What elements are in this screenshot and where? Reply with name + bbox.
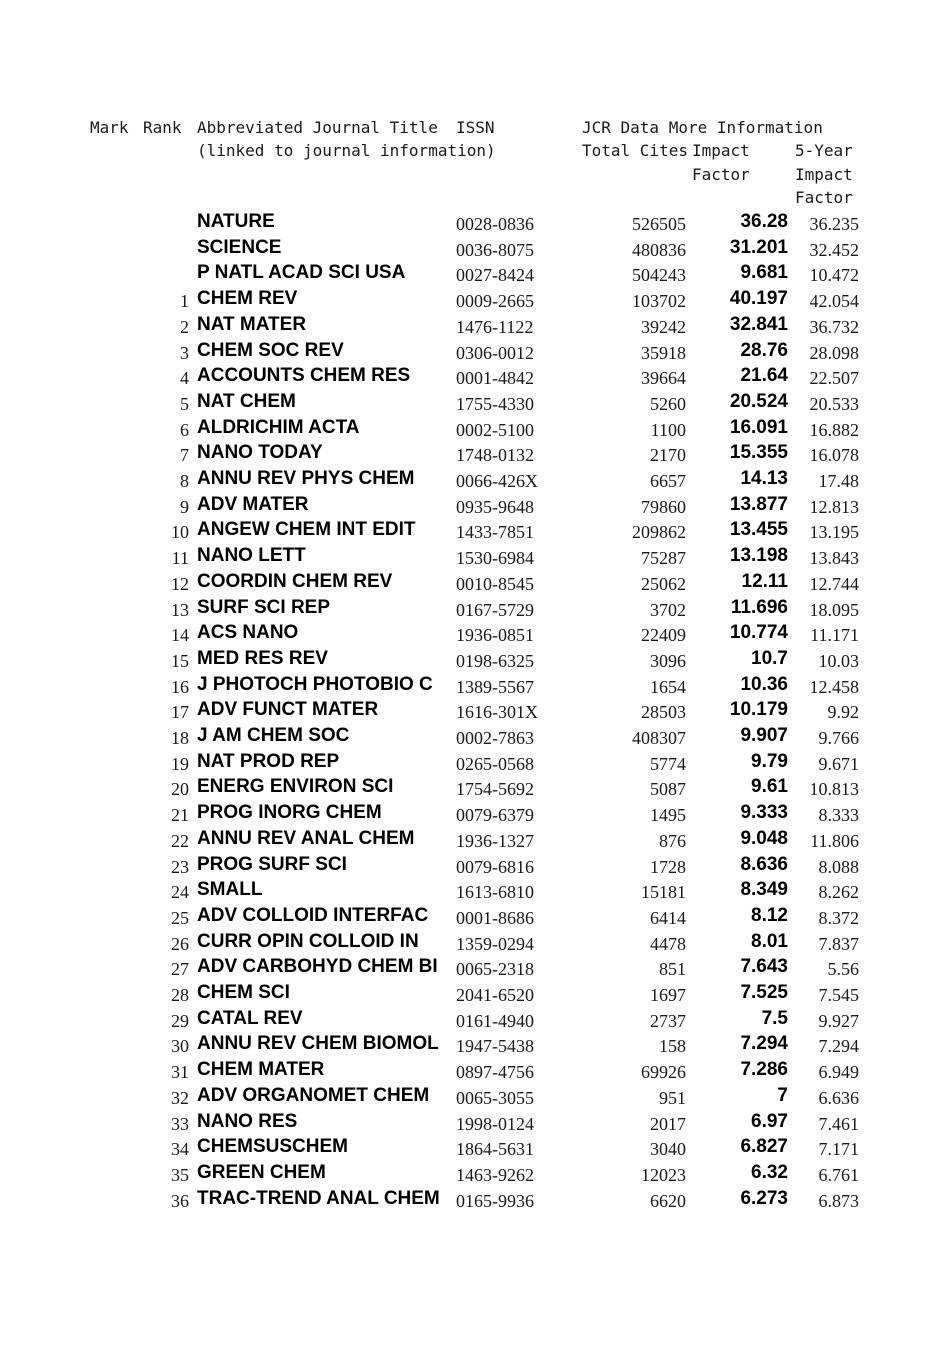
journal-title-link[interactable]: P NATL ACAD SCI USA bbox=[197, 262, 406, 284]
issn-cell: 1864-5631 bbox=[456, 1139, 534, 1160]
issn-cell: 0001-8686 bbox=[456, 907, 534, 928]
issn-cell: 0079-6379 bbox=[456, 805, 534, 826]
rank-cell: 36 bbox=[171, 1190, 189, 1211]
table-row bbox=[0, 829, 950, 855]
rank-cell: 27 bbox=[171, 959, 189, 980]
header-title-line2[interactable] bbox=[197, 143, 496, 159]
impact-factor-cell: 8.12 bbox=[751, 904, 788, 926]
five-year-impact-cell: 11.171 bbox=[810, 625, 859, 646]
issn-cell: 0897-4756 bbox=[456, 1062, 534, 1083]
total-cites-cell: 1100 bbox=[650, 419, 686, 440]
header-jcr-data[interactable]: JCR Data More Information bbox=[582, 118, 823, 137]
rank-cell: 28 bbox=[171, 985, 189, 1005]
issn-cell: 0001-4842 bbox=[456, 368, 534, 389]
rank-cell: 4 bbox=[180, 368, 189, 389]
rank-cell: 5 bbox=[180, 393, 189, 414]
impact-factor-cell: 13.877 bbox=[729, 493, 788, 515]
impact-factor-cell: 7.286 bbox=[740, 1059, 788, 1081]
table-row bbox=[0, 777, 950, 803]
total-cites-cell: 526505 bbox=[632, 214, 686, 234]
rank-cell: 9 bbox=[180, 496, 189, 517]
total-cites-cell: 79860 bbox=[641, 496, 686, 517]
header-impact-line1: Impact bbox=[692, 141, 750, 160]
rank-cell: 6 bbox=[180, 419, 189, 440]
five-year-impact-cell: 10.03 bbox=[818, 650, 859, 671]
table-row bbox=[0, 880, 950, 906]
impact-factor-cell: 9.79 bbox=[751, 750, 788, 772]
impact-factor-cell: 32.841 bbox=[729, 313, 788, 335]
impact-factor-cell: 36.28 bbox=[740, 211, 788, 232]
issn-cell: 1433-7851 bbox=[456, 522, 534, 543]
rank-cell: 21 bbox=[171, 805, 189, 826]
journal-title-link[interactable]: SCIENCE bbox=[197, 236, 282, 258]
journal-title-link[interactable]: CHEM REV bbox=[197, 288, 298, 310]
rank-cell: 20 bbox=[171, 779, 189, 800]
journal-title-link[interactable]: CHEM SOC REV bbox=[197, 339, 344, 361]
issn-cell: 1755-4330 bbox=[456, 393, 534, 414]
impact-factor-cell: 7.643 bbox=[740, 956, 788, 978]
total-cites-cell: 35918 bbox=[641, 342, 686, 363]
five-year-impact-cell: 16.078 bbox=[809, 445, 859, 466]
table-row bbox=[0, 1034, 950, 1060]
header-impact-line2: Factor bbox=[692, 165, 750, 184]
total-cites-cell: 2170 bbox=[650, 445, 686, 466]
rank-cell: 15 bbox=[171, 650, 189, 671]
issn-cell: 0002-7863 bbox=[456, 728, 534, 748]
journal-title-link[interactable]: CATAL REV bbox=[197, 1007, 303, 1029]
issn-cell: 0306-0012 bbox=[456, 342, 534, 363]
total-cites-cell: 951 bbox=[659, 1087, 686, 1108]
rank-cell: 2 bbox=[180, 316, 189, 337]
total-cites-cell: 408307 bbox=[632, 728, 686, 748]
header-mark: Mark bbox=[90, 118, 129, 137]
rank-cell: 17 bbox=[171, 702, 189, 723]
impact-factor-cell: 16.091 bbox=[729, 416, 788, 438]
journal-title-link[interactable]: ANGEW CHEM INT EDIT bbox=[197, 519, 416, 541]
total-cites-cell: 480836 bbox=[632, 239, 686, 260]
journal-title-link[interactable]: ADV ORGANOMET CHEM bbox=[197, 1084, 430, 1106]
table-row bbox=[0, 1137, 950, 1163]
issn-cell: 0265-0568 bbox=[456, 753, 534, 774]
issn-cell: 1616-301X bbox=[456, 702, 538, 723]
five-year-impact-cell: 6.949 bbox=[818, 1062, 859, 1083]
header-rank: Rank bbox=[143, 118, 182, 137]
issn-cell: 0161-4940 bbox=[456, 1010, 534, 1031]
journal-title-link[interactable]: SURF SCI REP bbox=[197, 596, 331, 618]
table-row bbox=[0, 495, 950, 521]
journal-title-link[interactable]: ADV MATER bbox=[197, 493, 309, 515]
table-row bbox=[0, 1112, 950, 1138]
impact-factor-cell: 6.827 bbox=[740, 1136, 788, 1158]
five-year-impact-cell: 28.098 bbox=[809, 342, 859, 363]
issn-cell: 0027-8424 bbox=[456, 265, 534, 286]
journal-title-link[interactable]: ANNU REV ANAL CHEM bbox=[197, 827, 415, 849]
issn-cell: 1947-5438 bbox=[456, 1036, 534, 1057]
five-year-impact-cell: 20.533 bbox=[809, 393, 859, 414]
rank-cell: 10 bbox=[171, 522, 189, 543]
rank-cell: 30 bbox=[171, 1036, 189, 1057]
issn-cell: 0065-3055 bbox=[456, 1087, 534, 1108]
five-year-impact-cell: 10.813 bbox=[809, 779, 859, 800]
table-row bbox=[0, 700, 950, 726]
table-row bbox=[0, 212, 950, 238]
total-cites-cell: 4478 bbox=[650, 933, 686, 954]
total-cites-cell: 103702 bbox=[632, 291, 686, 312]
journal-title-link[interactable]: ANNU REV PHYS CHEM bbox=[197, 468, 415, 489]
total-cites-cell: 6657 bbox=[650, 471, 686, 491]
impact-factor-cell: 10.7 bbox=[751, 647, 788, 669]
total-cites-cell: 12023 bbox=[641, 1164, 686, 1185]
issn-cell: 1530-6984 bbox=[456, 548, 534, 569]
total-cites-cell: 3096 bbox=[650, 650, 686, 671]
table-row bbox=[0, 1163, 950, 1189]
impact-factor-cell: 11.696 bbox=[730, 596, 788, 618]
issn-cell: 1359-0294 bbox=[456, 933, 534, 954]
issn-cell: 0009-2665 bbox=[456, 291, 534, 312]
total-cites-cell: 504243 bbox=[632, 265, 686, 286]
impact-factor-cell: 15.355 bbox=[729, 442, 788, 464]
table-row bbox=[0, 1086, 950, 1112]
impact-factor-cell: 7 bbox=[777, 1084, 788, 1106]
header-five-year-line2: Impact bbox=[795, 165, 853, 184]
table-row bbox=[0, 1060, 950, 1086]
impact-factor-cell: 20.524 bbox=[729, 390, 788, 412]
rank-cell: 22 bbox=[171, 830, 189, 851]
five-year-impact-cell: 9.92 bbox=[827, 702, 859, 723]
rank-cell: 33 bbox=[171, 1113, 189, 1134]
table-row bbox=[0, 1009, 950, 1035]
issn-cell: 0066-426X bbox=[456, 471, 538, 491]
five-year-impact-cell: 9.671 bbox=[818, 753, 859, 774]
journal-title-link[interactable]: ANNU REV CHEM BIOMOL bbox=[197, 1033, 439, 1055]
rank-cell: 12 bbox=[171, 573, 189, 594]
impact-factor-cell: 8.01 bbox=[751, 930, 788, 952]
journal-title-link[interactable]: NAT CHEM bbox=[197, 390, 296, 412]
five-year-impact-cell: 7.837 bbox=[818, 933, 859, 954]
five-year-impact-cell: 36.732 bbox=[809, 316, 859, 337]
issn-cell: 1936-0851 bbox=[456, 625, 534, 646]
table-row bbox=[0, 392, 950, 418]
impact-factor-cell: 10.774 bbox=[729, 622, 788, 644]
journal-title-link[interactable]: NANO TODAY bbox=[197, 442, 323, 464]
five-year-impact-cell: 7.171 bbox=[818, 1139, 859, 1160]
impact-factor-cell: 6.273 bbox=[740, 1187, 788, 1209]
issn-cell: 0079-6816 bbox=[456, 856, 534, 877]
rank-cell: 32 bbox=[171, 1087, 189, 1108]
impact-factor-cell: 13.198 bbox=[729, 545, 788, 567]
total-cites-cell: 1697 bbox=[650, 985, 686, 1005]
impact-factor-cell: 9.333 bbox=[740, 802, 788, 824]
journal-title-link[interactable]: PROG INORG CHEM bbox=[197, 802, 382, 824]
header-title-line1: Abbreviated Journal Title bbox=[197, 118, 438, 137]
total-cites-cell: 1728 bbox=[650, 856, 686, 877]
five-year-impact-cell: 9.766 bbox=[818, 728, 859, 748]
total-cites-cell: 1495 bbox=[650, 805, 686, 826]
five-year-impact-cell: 6.873 bbox=[818, 1190, 859, 1211]
total-cites-cell: 6414 bbox=[650, 907, 686, 928]
five-year-impact-cell: 12.744 bbox=[809, 573, 859, 594]
rank-cell: 13 bbox=[171, 599, 189, 620]
issn-cell: 0010-8545 bbox=[456, 573, 534, 594]
journal-title-link[interactable]: ACS NANO bbox=[197, 622, 299, 644]
issn-cell: 1613-6810 bbox=[456, 882, 534, 903]
table-row bbox=[0, 623, 950, 649]
table-row bbox=[0, 520, 950, 546]
impact-factor-cell: 13.455 bbox=[729, 519, 788, 541]
five-year-impact-cell: 7.545 bbox=[818, 985, 859, 1005]
issn-cell: 1998-0124 bbox=[456, 1113, 534, 1134]
table-row bbox=[0, 263, 950, 289]
table-row bbox=[0, 803, 950, 829]
issn-cell: 2041-6520 bbox=[456, 985, 534, 1005]
table-row bbox=[0, 315, 950, 341]
five-year-impact-cell: 8.372 bbox=[818, 907, 859, 928]
journal-title-link[interactable]: SMALL bbox=[197, 879, 263, 901]
total-cites-cell: 75287 bbox=[641, 548, 686, 569]
five-year-impact-cell: 7.461 bbox=[818, 1113, 859, 1134]
header-five-year-line3: Factor bbox=[795, 188, 853, 207]
total-cites-cell: 39242 bbox=[641, 316, 686, 337]
total-cites-cell: 5260 bbox=[650, 393, 686, 414]
impact-factor-cell: 7.5 bbox=[761, 1007, 788, 1029]
rank-cell: 19 bbox=[171, 753, 189, 774]
impact-factor-cell: 28.76 bbox=[740, 339, 788, 361]
issn-cell: 1754-5692 bbox=[456, 779, 534, 800]
issn-cell: 1936-1327 bbox=[456, 830, 534, 851]
issn-cell: 0028-0836 bbox=[456, 214, 534, 234]
table-row bbox=[0, 855, 950, 881]
table-row bbox=[0, 726, 950, 752]
journal-title-link[interactable]: GREEN CHEM bbox=[197, 1161, 326, 1183]
header-issn: ISSN bbox=[456, 118, 495, 137]
five-year-impact-cell: 16.882 bbox=[809, 419, 859, 440]
rank-cell: 31 bbox=[171, 1062, 189, 1083]
impact-factor-cell: 8.636 bbox=[740, 853, 788, 875]
issn-cell: 1748-0132 bbox=[456, 445, 534, 466]
five-year-impact-cell: 22.507 bbox=[809, 368, 859, 389]
total-cites-cell: 5087 bbox=[650, 779, 686, 800]
rank-cell: 14 bbox=[171, 625, 189, 646]
five-year-impact-cell: 10.472 bbox=[809, 265, 859, 286]
rank-cell: 29 bbox=[171, 1010, 189, 1031]
table-row bbox=[0, 1189, 950, 1215]
five-year-impact-cell: 8.262 bbox=[818, 882, 859, 903]
journal-title-link[interactable]: ALDRICHIM ACTA bbox=[197, 416, 360, 438]
journal-title-link[interactable]: ENERG ENVIRON SCI bbox=[197, 776, 394, 798]
impact-factor-cell: 10.36 bbox=[740, 673, 788, 695]
rank-cell: 3 bbox=[180, 342, 189, 363]
rank-cell: 26 bbox=[171, 933, 189, 954]
journal-title-link[interactable]: J PHOTOCH PHOTOBIO C bbox=[197, 673, 433, 695]
table-row bbox=[0, 418, 950, 444]
table-row bbox=[0, 957, 950, 983]
rank-cell: 11 bbox=[171, 548, 189, 569]
total-cites-cell: 15181 bbox=[641, 882, 686, 903]
issn-cell: 0036-8075 bbox=[456, 239, 534, 260]
journal-title-link[interactable]: NANO RES bbox=[197, 1110, 298, 1132]
rank-cell: 34 bbox=[171, 1139, 189, 1160]
journal-title-link[interactable]: CHEM MATER bbox=[197, 1059, 325, 1081]
five-year-impact-cell: 6.636 bbox=[818, 1087, 859, 1108]
five-year-impact-cell: 9.927 bbox=[818, 1010, 859, 1031]
journal-title-link[interactable]: CHEMSUSCHEM bbox=[197, 1136, 348, 1158]
table-row bbox=[0, 598, 950, 624]
impact-factor-cell: 8.349 bbox=[740, 879, 788, 901]
five-year-impact-cell: 12.458 bbox=[809, 676, 859, 697]
table-row bbox=[0, 649, 950, 675]
rank-cell: 25 bbox=[171, 907, 189, 928]
five-year-impact-cell: 32.452 bbox=[809, 239, 859, 260]
issn-cell: 0065-2318 bbox=[456, 959, 534, 980]
five-year-impact-cell: 13.195 bbox=[809, 522, 859, 543]
total-cites-cell: 876 bbox=[659, 830, 686, 851]
issn-cell: 0935-9648 bbox=[456, 496, 534, 517]
table-row bbox=[0, 238, 950, 264]
journal-title-link[interactable]: NAT MATER bbox=[197, 313, 307, 335]
total-cites-cell: 69926 bbox=[641, 1062, 686, 1083]
impact-factor-cell: 14.13 bbox=[740, 468, 788, 489]
issn-cell: 1463-9262 bbox=[456, 1164, 534, 1185]
five-year-impact-cell: 6.761 bbox=[818, 1164, 859, 1185]
rank-cell: 24 bbox=[171, 882, 189, 903]
table-row bbox=[0, 675, 950, 701]
journal-title-link[interactable]: COORDIN CHEM REV bbox=[197, 570, 393, 592]
rank-cell: 16 bbox=[171, 676, 189, 697]
total-cites-cell: 3040 bbox=[650, 1139, 686, 1160]
total-cites-cell: 158 bbox=[659, 1036, 686, 1057]
table-row bbox=[0, 983, 950, 1009]
five-year-impact-cell: 5.56 bbox=[827, 959, 859, 980]
journal-title-link[interactable]: J AM CHEM SOC bbox=[197, 725, 350, 746]
five-year-impact-cell: 7.294 bbox=[818, 1036, 859, 1057]
header-title-link[interactable]: (linked to journal information) bbox=[197, 141, 496, 160]
five-year-impact-cell: 8.088 bbox=[818, 856, 859, 877]
journal-title-link[interactable]: NANO LETT bbox=[197, 545, 306, 567]
table-row bbox=[0, 546, 950, 572]
impact-factor-cell: 9.048 bbox=[740, 827, 788, 849]
impact-factor-cell: 12.11 bbox=[741, 570, 788, 592]
header-total-cites: Total Cites bbox=[582, 141, 688, 160]
total-cites-cell: 5774 bbox=[650, 753, 686, 774]
journal-title-link[interactable]: CHEM SCI bbox=[197, 982, 290, 1003]
total-cites-cell: 209862 bbox=[632, 522, 686, 543]
table-row bbox=[0, 906, 950, 932]
journal-title-link[interactable]: PROG SURF SCI bbox=[197, 853, 347, 875]
issn-cell: 1389-5567 bbox=[456, 676, 534, 697]
impact-factor-cell: 6.97 bbox=[751, 1110, 788, 1132]
impact-factor-cell: 10.179 bbox=[729, 699, 788, 721]
journal-title-link[interactable]: MED RES REV bbox=[197, 647, 328, 669]
impact-factor-cell: 7.294 bbox=[740, 1033, 788, 1055]
issn-cell: 0002-5100 bbox=[456, 419, 534, 440]
total-cites-cell: 3702 bbox=[650, 599, 686, 620]
table-row bbox=[0, 341, 950, 367]
five-year-impact-cell: 11.806 bbox=[810, 830, 859, 851]
five-year-impact-cell: 8.333 bbox=[818, 805, 859, 826]
journal-title-link[interactable]: TRAC-TREND ANAL CHEM bbox=[197, 1187, 440, 1209]
journal-title-link[interactable]: NAT PROD REP bbox=[197, 750, 340, 772]
five-year-impact-cell: 12.813 bbox=[809, 496, 859, 517]
issn-cell: 1476-1122 bbox=[456, 316, 534, 337]
total-cites-cell: 2017 bbox=[650, 1113, 686, 1134]
impact-factor-cell: 7.525 bbox=[740, 982, 788, 1003]
issn-cell: 0198-6325 bbox=[456, 650, 534, 671]
table-row bbox=[0, 469, 950, 495]
five-year-impact-cell: 36.235 bbox=[809, 214, 859, 234]
impact-factor-cell: 40.197 bbox=[729, 288, 788, 310]
impact-factor-cell: 9.907 bbox=[740, 725, 788, 746]
five-year-impact-cell: 18.095 bbox=[809, 599, 859, 620]
impact-factor-cell: 9.681 bbox=[740, 262, 788, 284]
journal-title-link[interactable]: ACCOUNTS CHEM RES bbox=[197, 365, 411, 387]
table-row bbox=[0, 443, 950, 469]
rank-cell: 1 bbox=[180, 291, 189, 312]
table-row bbox=[0, 366, 950, 392]
impact-factor-cell: 6.32 bbox=[751, 1161, 788, 1183]
journal-title-link[interactable]: CURR OPIN COLLOID IN bbox=[197, 930, 419, 952]
rank-cell: 7 bbox=[180, 445, 189, 466]
journal-title-link[interactable]: ADV COLLOID INTERFAC bbox=[197, 904, 429, 926]
total-cites-cell: 2737 bbox=[650, 1010, 686, 1031]
table-row bbox=[0, 572, 950, 598]
rank-cell: 35 bbox=[171, 1164, 189, 1185]
rank-cell: 18 bbox=[171, 728, 189, 748]
five-year-impact-cell: 17.48 bbox=[818, 471, 859, 491]
five-year-impact-cell: 42.054 bbox=[809, 291, 859, 312]
table-row bbox=[0, 289, 950, 315]
total-cites-cell: 22409 bbox=[641, 625, 686, 646]
table-row bbox=[0, 932, 950, 958]
table-row bbox=[0, 752, 950, 778]
rank-cell: 8 bbox=[180, 471, 189, 491]
five-year-impact-cell: 13.843 bbox=[809, 548, 859, 569]
total-cites-cell: 28503 bbox=[641, 702, 686, 723]
journal-title-link[interactable]: NATURE bbox=[197, 211, 275, 232]
table-header bbox=[0, 0, 950, 210]
total-cites-cell: 851 bbox=[659, 959, 686, 980]
issn-cell: 0167-5729 bbox=[456, 599, 534, 620]
journal-title-link[interactable]: ADV FUNCT MATER bbox=[197, 699, 379, 721]
total-cites-cell: 6620 bbox=[650, 1190, 686, 1211]
total-cites-cell: 1654 bbox=[650, 676, 686, 697]
impact-factor-cell: 21.64 bbox=[740, 365, 788, 387]
total-cites-cell: 39664 bbox=[641, 368, 686, 389]
total-cites-cell: 25062 bbox=[641, 573, 686, 594]
impact-factor-cell: 9.61 bbox=[751, 776, 788, 798]
issn-cell: 0165-9936 bbox=[456, 1190, 534, 1211]
header-five-year-line1: 5-Year bbox=[795, 141, 853, 160]
impact-factor-cell: 31.201 bbox=[729, 236, 788, 258]
rank-cell: 23 bbox=[171, 856, 189, 877]
journal-title-link[interactable]: ADV CARBOHYD CHEM BI bbox=[197, 956, 438, 978]
